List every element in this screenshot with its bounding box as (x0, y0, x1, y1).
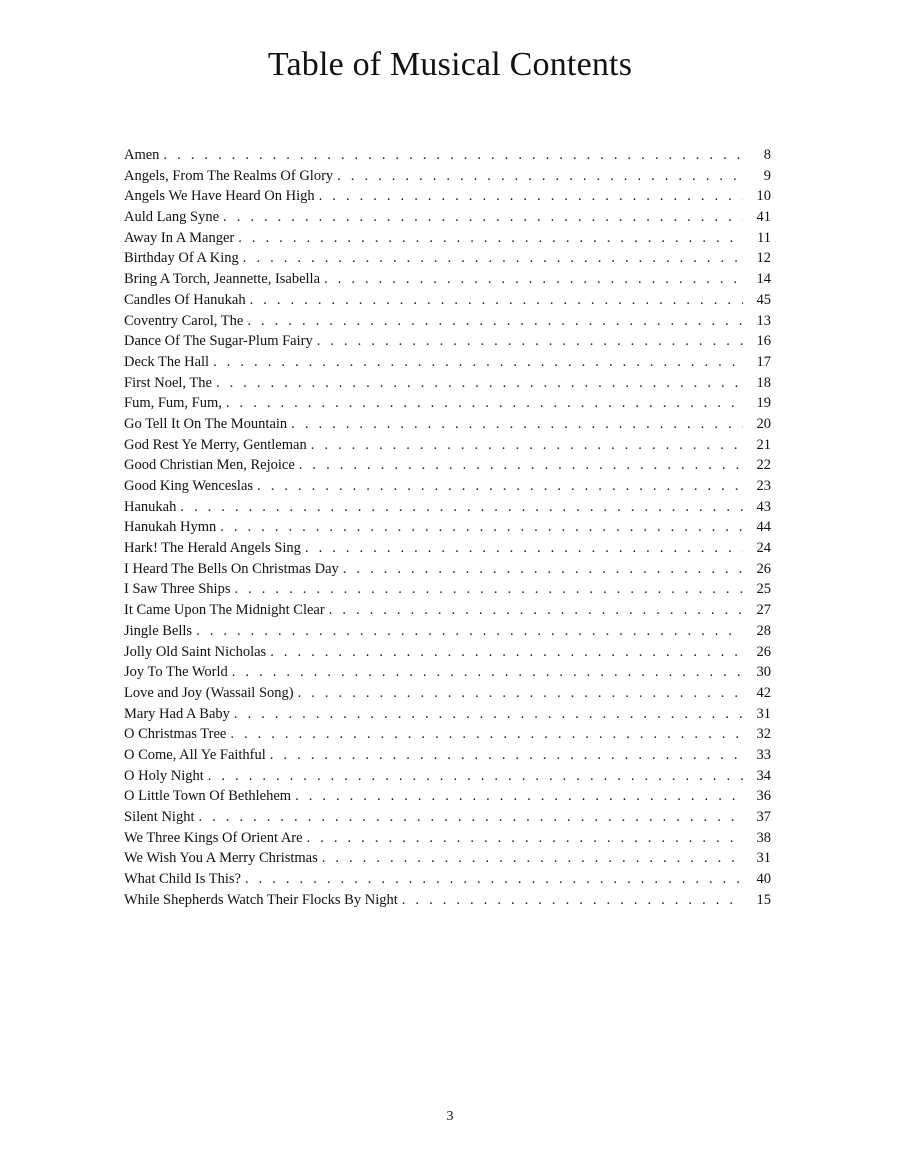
dot-leader (250, 290, 743, 311)
dot-leader (402, 890, 743, 911)
toc-entry-title: Mary Had A Baby (124, 705, 230, 722)
toc-entry-page: 24 (756, 540, 771, 557)
toc-entry-page: 20 (756, 415, 771, 432)
toc-entry-title: God Rest Ye Merry, Gentleman (124, 436, 307, 453)
toc-entry-title: Good Christian Men, Rejoice (124, 457, 295, 474)
toc-entry (124, 704, 771, 725)
toc-entry-page: 10 (756, 188, 771, 205)
dot-leader (305, 538, 743, 559)
toc-entry-title: Fum, Fum, Fum, (124, 395, 222, 412)
toc-entry (124, 269, 771, 290)
toc-entry (124, 331, 771, 352)
toc-entry-title: Coventry Carol, The (124, 312, 244, 329)
toc-entry-title: O Little Town Of Bethlehem (124, 788, 292, 805)
toc-entry (124, 683, 771, 704)
toc-entry (124, 724, 771, 745)
toc-entry-page: 32 (756, 726, 771, 743)
toc-entry (124, 890, 771, 911)
toc-entry-page: 40 (756, 871, 771, 888)
toc-entry-page: 37 (756, 809, 771, 825)
toc-entry-title: O Christmas Tree (124, 726, 227, 743)
toc-entry (124, 869, 771, 890)
dot-leader (329, 600, 743, 621)
toc-entry-page: 13 (756, 312, 771, 329)
toc-entry (124, 786, 771, 807)
toc-entry-page: 18 (756, 374, 771, 391)
toc-entry-title: Jolly Old Saint Nicholas (124, 643, 267, 660)
toc-entry (124, 538, 771, 559)
toc-entry-title: We Wish You A Merry Christmas (124, 850, 318, 867)
toc-entry-title: Hanukah Hymn (124, 519, 217, 536)
toc-entry-page: 8 (763, 147, 771, 163)
toc-entry (124, 828, 771, 849)
toc-entry (124, 414, 771, 435)
dot-leader (343, 559, 743, 580)
toc-entry-title: We Three Kings Of Orient Are (124, 829, 303, 846)
toc-entry-page: 31 (756, 850, 771, 867)
toc-entry (124, 352, 771, 373)
dot-leader (311, 435, 743, 456)
toc-entry-title: O Come, All Ye Faithful (124, 746, 266, 763)
dot-leader (223, 207, 743, 228)
toc-entry-title: Good King Wenceslas (124, 478, 254, 494)
dot-leader (307, 828, 743, 849)
toc-entry-page: 42 (756, 684, 771, 701)
toc-entry-title: Birthday Of A King (124, 250, 239, 267)
toc-entry (124, 435, 771, 456)
toc-entry-title: It Came Upon The Midnight Clear (124, 602, 325, 619)
toc-entry-page: 12 (756, 250, 771, 267)
toc-entry-title: Go Tell It On The Mountain (124, 415, 288, 432)
toc-entry-title: First Noel, The (124, 374, 212, 391)
toc-entry-title: Jingle Bells (124, 622, 193, 639)
dot-leader (319, 186, 743, 207)
dot-leader (208, 766, 743, 787)
page-number: 3 (446, 1109, 454, 1124)
toc-entry (124, 621, 771, 642)
dot-leader (196, 621, 743, 642)
toc-entry (124, 517, 771, 538)
toc-entry (124, 807, 771, 828)
toc-entry-page: 30 (756, 664, 771, 681)
dot-leader (295, 786, 743, 807)
toc-entry-page: 19 (756, 395, 771, 412)
toc-entry-title: While Shepherds Watch Their Flocks By Night (124, 891, 398, 908)
toc-entry-title: Hark! The Herald Angels Sing (124, 540, 301, 557)
dot-leader (247, 311, 743, 332)
toc-entry (124, 766, 771, 787)
toc-entry (124, 600, 771, 621)
toc-entry-page: 27 (756, 602, 771, 619)
toc-entry (124, 455, 771, 476)
toc-entry-title: Love and Joy (Wassail Song) (124, 684, 294, 701)
dot-leader (270, 642, 743, 663)
dot-leader (337, 166, 743, 187)
dot-leader (230, 724, 743, 745)
toc-entry-page: 31 (756, 705, 771, 722)
dot-leader (232, 662, 743, 683)
toc-entry (124, 373, 771, 394)
dot-leader (291, 414, 743, 435)
toc-entry-page: 23 (756, 478, 771, 494)
toc-entry-title: What Child Is This? (124, 871, 241, 888)
toc-entry (124, 393, 771, 414)
toc-entry-title: Joy To The World (124, 664, 228, 681)
toc-entry-title: Candles Of Hanukah (124, 291, 246, 308)
toc-entry (124, 228, 771, 249)
toc-entry-page: 28 (756, 622, 771, 639)
toc-entry-page: 43 (756, 498, 771, 515)
dot-leader (226, 393, 743, 414)
toc-entry-title: Dance Of The Sugar-Plum Fairy (124, 333, 313, 350)
toc-entry (124, 642, 771, 663)
toc-entry (124, 579, 771, 600)
dot-leader (199, 807, 744, 828)
dot-leader (234, 579, 743, 600)
dot-leader (317, 331, 743, 352)
table-of-contents (124, 145, 771, 910)
toc-entry-page: 26 (756, 643, 771, 660)
toc-entry-page: 36 (756, 788, 771, 805)
dot-leader (220, 517, 743, 538)
dot-leader (245, 869, 743, 890)
toc-entry-title: I Heard The Bells On Christmas Day (124, 560, 339, 577)
toc-entry (124, 186, 771, 207)
dot-leader (234, 704, 743, 725)
toc-entry (124, 207, 771, 228)
toc-entry-page: 38 (756, 829, 771, 846)
toc-entry-title: Deck The Hall (124, 353, 210, 370)
dot-leader (257, 476, 743, 497)
toc-entry-title: Auld Lang Syne (124, 209, 220, 226)
toc-entry-page: 16 (756, 333, 771, 350)
dot-leader (213, 352, 743, 373)
dot-leader (270, 745, 743, 766)
toc-entry-title: Angels We Have Heard On High (124, 188, 315, 205)
dot-leader (180, 497, 743, 518)
toc-entry-title: O Holy Night (124, 767, 204, 784)
toc-entry-page: 45 (756, 291, 771, 308)
toc-entry-page: 15 (756, 891, 771, 908)
toc-entry (124, 248, 771, 269)
toc-entry-page: 41 (756, 209, 771, 226)
toc-entry-title: Away In A Manger (124, 229, 235, 246)
toc-entry-page: 44 (756, 519, 771, 536)
toc-entry (124, 290, 771, 311)
toc-entry-title: Silent Night (124, 809, 195, 825)
toc-entry (124, 166, 771, 187)
toc-entry-page: 21 (756, 436, 771, 453)
toc-entry (124, 662, 771, 683)
toc-entry (124, 745, 771, 766)
dot-leader (324, 269, 743, 290)
toc-entry-page: 25 (756, 581, 771, 598)
toc-entry-page: 11 (757, 229, 771, 246)
dot-leader (298, 683, 743, 704)
toc-entry (124, 476, 771, 497)
toc-entry-page: 33 (756, 746, 771, 763)
toc-entry-title: Angels, From The Realms Of Glory (124, 167, 334, 184)
toc-entry-title: Amen (124, 147, 160, 163)
dot-leader (299, 455, 743, 476)
dot-leader (163, 145, 743, 166)
toc-entry-page: 34 (756, 767, 771, 784)
toc-entry-title: I Saw Three Ships (124, 581, 231, 598)
toc-entry-title: Bring A Torch, Jeannette, Isabella (124, 271, 321, 288)
toc-entry (124, 848, 771, 869)
toc-entry-title: Hanukah (124, 498, 177, 515)
toc-entry-page: 22 (756, 457, 771, 474)
toc-entry-page: 26 (756, 560, 771, 577)
toc-entry (124, 311, 771, 332)
dot-leader (243, 248, 743, 269)
dot-leader (216, 373, 743, 394)
dot-leader (238, 228, 743, 249)
toc-entry (124, 145, 771, 166)
toc-entry-page: 9 (763, 167, 771, 184)
toc-entry-page: 17 (756, 353, 771, 370)
toc-entry-page: 14 (756, 271, 771, 288)
dot-leader (322, 848, 743, 869)
toc-entry (124, 497, 771, 518)
page-title: Table of Musical Contents (267, 46, 633, 83)
toc-entry (124, 559, 771, 580)
